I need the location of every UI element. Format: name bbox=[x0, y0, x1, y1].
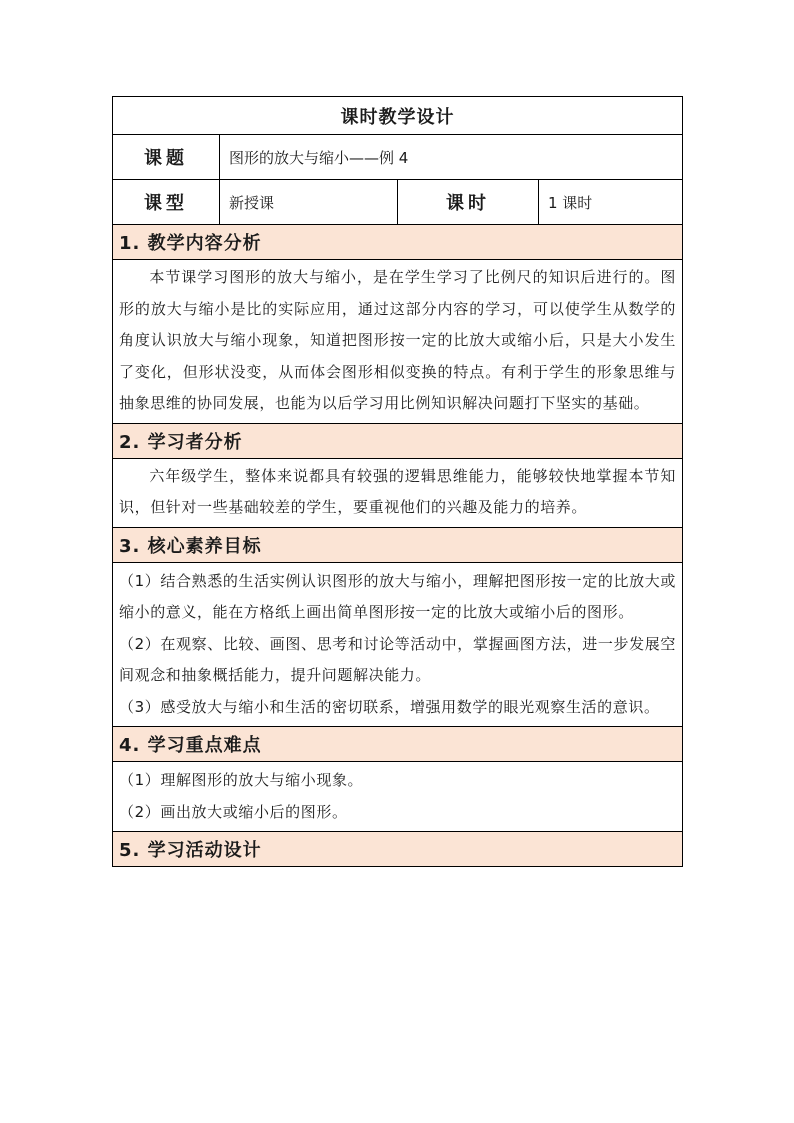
key-point-item-1: （1）理解图形的放大与缩小现象。 bbox=[119, 771, 364, 789]
content-analysis-text bbox=[113, 260, 683, 424]
core-goal-item-3: （3）感受放大与缩小和生活的密切联系，增强用数学的眼光观察生活的意识。 bbox=[119, 697, 660, 716]
document-title: 课时教学设计 bbox=[113, 97, 683, 135]
content-analysis-paragraph: 本节课学习图形的放大与缩小，是在学生学习了比例尺的知识后进行的。图形的放大与缩小是比的实际应用，通过这部分内容的学习，可以使学生从数学的角度认识放大与缩小现象，知道把图形按一定的比放大或缩小后，只是大小发生了变化，但形状没变，从而体会图形相似变换的特点。有利于学生的形象思维与抽象思维的协同发展，也能为以后学习用比例知识解决问题打下坚实的基础。 bbox=[119, 268, 676, 412]
topic-value: 图形的放大与缩小——例 4 bbox=[220, 135, 683, 180]
key-points-list bbox=[113, 762, 683, 832]
period-value: 1 课时 bbox=[539, 180, 683, 225]
section-heading-activity-design: 5. 学习活动设计 bbox=[113, 832, 683, 867]
core-goal-item-2: （2）在观察、比较、画图、思考和讨论等活动中，掌握画图方法，进一步发展空间观念和抽象概括能力，提升问题解决能力。 bbox=[119, 634, 676, 684]
learner-analysis-text bbox=[113, 458, 683, 527]
lesson-plan-table bbox=[112, 96, 683, 867]
section-heading-key-points: 4. 学习重点难点 bbox=[113, 727, 683, 762]
course-type-value: 新授课 bbox=[220, 180, 398, 225]
learner-analysis-paragraph: 六年级学生，整体来说都具有较强的逻辑思维能力，能够较快地掌握本节知识，但针对一些基础较差的学生，要重视他们的兴趣及能力的培养。 bbox=[119, 466, 676, 516]
section-heading-content-analysis: 1. 教学内容分析 bbox=[113, 225, 683, 260]
key-point-item-2: （2）画出放大或缩小后的图形。 bbox=[119, 802, 348, 821]
lesson-plan-page bbox=[112, 96, 682, 867]
period-label: 课时 bbox=[398, 180, 539, 225]
section-heading-core-goals: 3. 核心素养目标 bbox=[113, 527, 683, 562]
core-goals-list bbox=[113, 562, 683, 727]
core-goal-item-1: （1）结合熟悉的生活实例认识图形的放大与缩小，理解把图形按一定的比放大或缩小的意义，能在方格纸上画出简单图形按一定的比放大或缩小后的图形。 bbox=[119, 571, 676, 621]
section-heading-learner-analysis: 2. 学习者分析 bbox=[113, 423, 683, 458]
course-type-label: 课型 bbox=[113, 180, 220, 225]
topic-label: 课题 bbox=[113, 135, 220, 180]
